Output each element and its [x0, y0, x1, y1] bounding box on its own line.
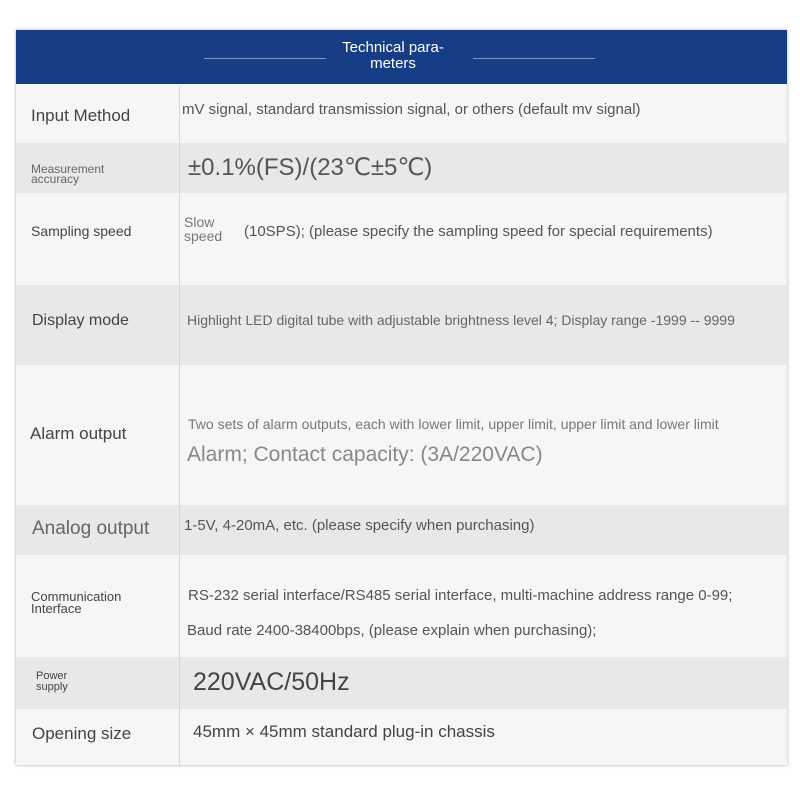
table-row-alarm-output	[16, 365, 787, 505]
row-value: mV signal, standard transmission signal, or others (default mv signal)	[182, 101, 641, 118]
row-label	[16, 555, 180, 657]
row-value: 45mm × 45mm standard plug-in chassis	[193, 722, 495, 741]
technical-parameters-card	[16, 30, 787, 765]
header-divider-right	[473, 58, 595, 59]
row-value-line-1: Two sets of alarm outputs, each with lower limit, upper limit, upper limit and lower limit	[188, 416, 719, 432]
title-line-1: Technical para-	[342, 39, 444, 56]
row-label-text: Communication Interface	[31, 589, 122, 616]
row-label	[16, 505, 180, 555]
row-label-text: Display mode	[32, 312, 129, 329]
row-value: 1-5V, 4-20mA, etc. (please specify when purchasing)	[184, 517, 535, 534]
table-row-display-mode	[16, 285, 787, 365]
table-row-power-supply	[16, 657, 787, 709]
row-label	[16, 285, 180, 365]
row-value: 220VAC/50Hz	[193, 668, 350, 696]
row-value-line-2: Baud rate 2400-38400bps, (please explain when purchasing);	[187, 622, 597, 639]
row-label-text: Analog output	[32, 518, 150, 539]
table-row-sampling-speed	[16, 193, 787, 285]
row-label-text: Opening size	[32, 724, 132, 743]
table-row-opening-size	[16, 709, 787, 765]
table-row-analog-output	[16, 505, 787, 555]
row-label-text: Alarm output	[30, 424, 127, 443]
row-label	[16, 709, 180, 765]
row-label-text: Sampling speed	[31, 223, 132, 239]
table-row-communication-interface	[16, 555, 787, 657]
table-row-measurement-accuracy	[16, 143, 787, 193]
title-line-2: meters	[370, 55, 416, 72]
row-value-line-1: RS-232 serial interface/RS485 serial interface, multi-machine address range 0-99;	[188, 587, 733, 604]
table-header	[16, 30, 787, 84]
row-label	[16, 143, 180, 193]
row-label	[16, 657, 180, 709]
table-title	[334, 40, 452, 72]
row-value: ±0.1%(FS)/(23℃±5℃)	[188, 154, 433, 181]
row-label-text: Power supply	[36, 670, 68, 693]
row-value-line-2: Alarm; Contact capacity: (3A/220VAC)	[187, 443, 543, 466]
row-value-prefix: Slow speed	[184, 214, 223, 244]
row-label-text: Input Method	[31, 106, 131, 125]
row-value: (10SPS); (please specify the sampling speed for special requirements)	[244, 223, 713, 240]
row-label-text: Measurement accuracy	[31, 162, 105, 186]
row-label	[16, 365, 180, 505]
header-divider-left	[204, 58, 326, 59]
row-value: Highlight LED digital tube with adjustable brightness level 4; Display range -1999 -- 9999	[187, 312, 735, 328]
row-label	[16, 193, 180, 285]
